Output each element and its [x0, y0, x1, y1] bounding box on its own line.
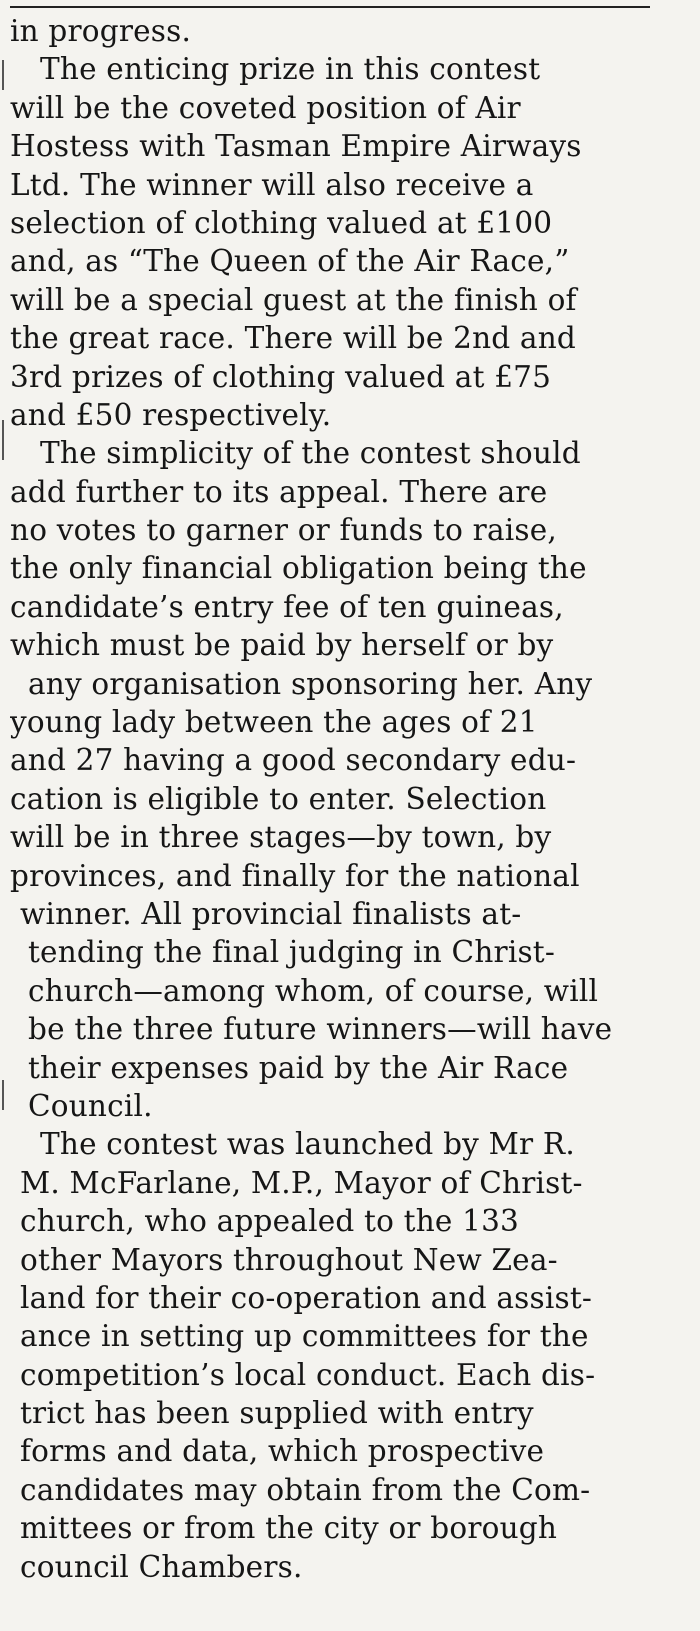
text-line: land for their co-operation and assist-: [20, 1280, 593, 1315]
text-line: any organisation sponsoring her. Any: [28, 666, 593, 701]
text-line: candidates may obtain from the Com-: [20, 1472, 591, 1507]
text-line: add further to its appeal. There are: [10, 474, 548, 509]
text-line: mittees or from the city or borough: [20, 1511, 558, 1546]
text-line: the only financial obligation being the: [10, 551, 587, 586]
text-line: and 27 having a good secondary edu-: [10, 743, 577, 778]
text-line: their expenses paid by the Air Race: [28, 1050, 569, 1085]
text-line: other Mayors throughout New Zea-: [20, 1242, 558, 1277]
text-line: candidate’s entry fee of ten guineas,: [10, 589, 564, 624]
text-line: Hostess with Tasman Empire Airways: [10, 129, 582, 164]
text-line: trict has been supplied with entry: [20, 1396, 534, 1431]
text-line: no votes to garner or funds to raise,: [10, 513, 557, 548]
text-line: selection of clothing valued at £100: [10, 205, 553, 240]
text-line: young lady between the ages of 21: [10, 705, 538, 740]
paragraph-first-line: The contest was launched by Mr R.: [40, 1127, 575, 1162]
text-line: the great race. There will be 2nd and: [10, 321, 576, 356]
paragraph-first-line: The simplicity of the contest should: [40, 436, 581, 471]
text-line: will be in three stages—by town, by: [10, 820, 552, 855]
text-line: in progress.: [10, 14, 192, 48]
margin-mark: [2, 1080, 4, 1110]
text-line: will be the coveted position of Air: [10, 90, 521, 125]
text-line: competition’s local conduct. Each dis-: [20, 1357, 596, 1392]
text-line: provinces, and finally for the national: [10, 858, 580, 893]
paragraph-first-line: The enticing prize in this contest: [40, 52, 541, 87]
text-line: winner. All provincial finalists at-: [20, 896, 522, 931]
text-line: Ltd. The winner will also receive a: [10, 167, 534, 202]
margin-mark: [2, 420, 4, 460]
text-line: and, as “The Queen of the Air Race,”: [10, 244, 570, 279]
text-line: church—among whom, of course, will: [28, 973, 599, 1008]
text-line: ance in setting up committees for the: [20, 1319, 589, 1354]
text-line: tending the final judging in Christ-: [28, 935, 556, 970]
text-line: and £50 respectively.: [10, 397, 332, 432]
text-line: church, who appealed to the 133: [20, 1204, 520, 1239]
article-column: [10, 12, 670, 1586]
text-line: M. McFarlane, M.P., Mayor of Christ-: [20, 1165, 583, 1200]
margin-mark: [2, 60, 4, 90]
text-line: 3rd prizes of clothing valued at £75: [10, 359, 552, 394]
text-line: will be a special guest at the finish of: [10, 282, 577, 317]
top-rule: [10, 0, 650, 8]
text-line: be the three future winners—will have: [28, 1012, 613, 1047]
text-line: Council.: [28, 1088, 153, 1123]
text-line: which must be paid by herself or by: [10, 628, 554, 663]
text-line: forms and data, which prospective: [20, 1434, 545, 1469]
text-line: council Chambers.: [20, 1549, 303, 1584]
text-line: cation is eligible to enter. Selection: [10, 781, 547, 816]
